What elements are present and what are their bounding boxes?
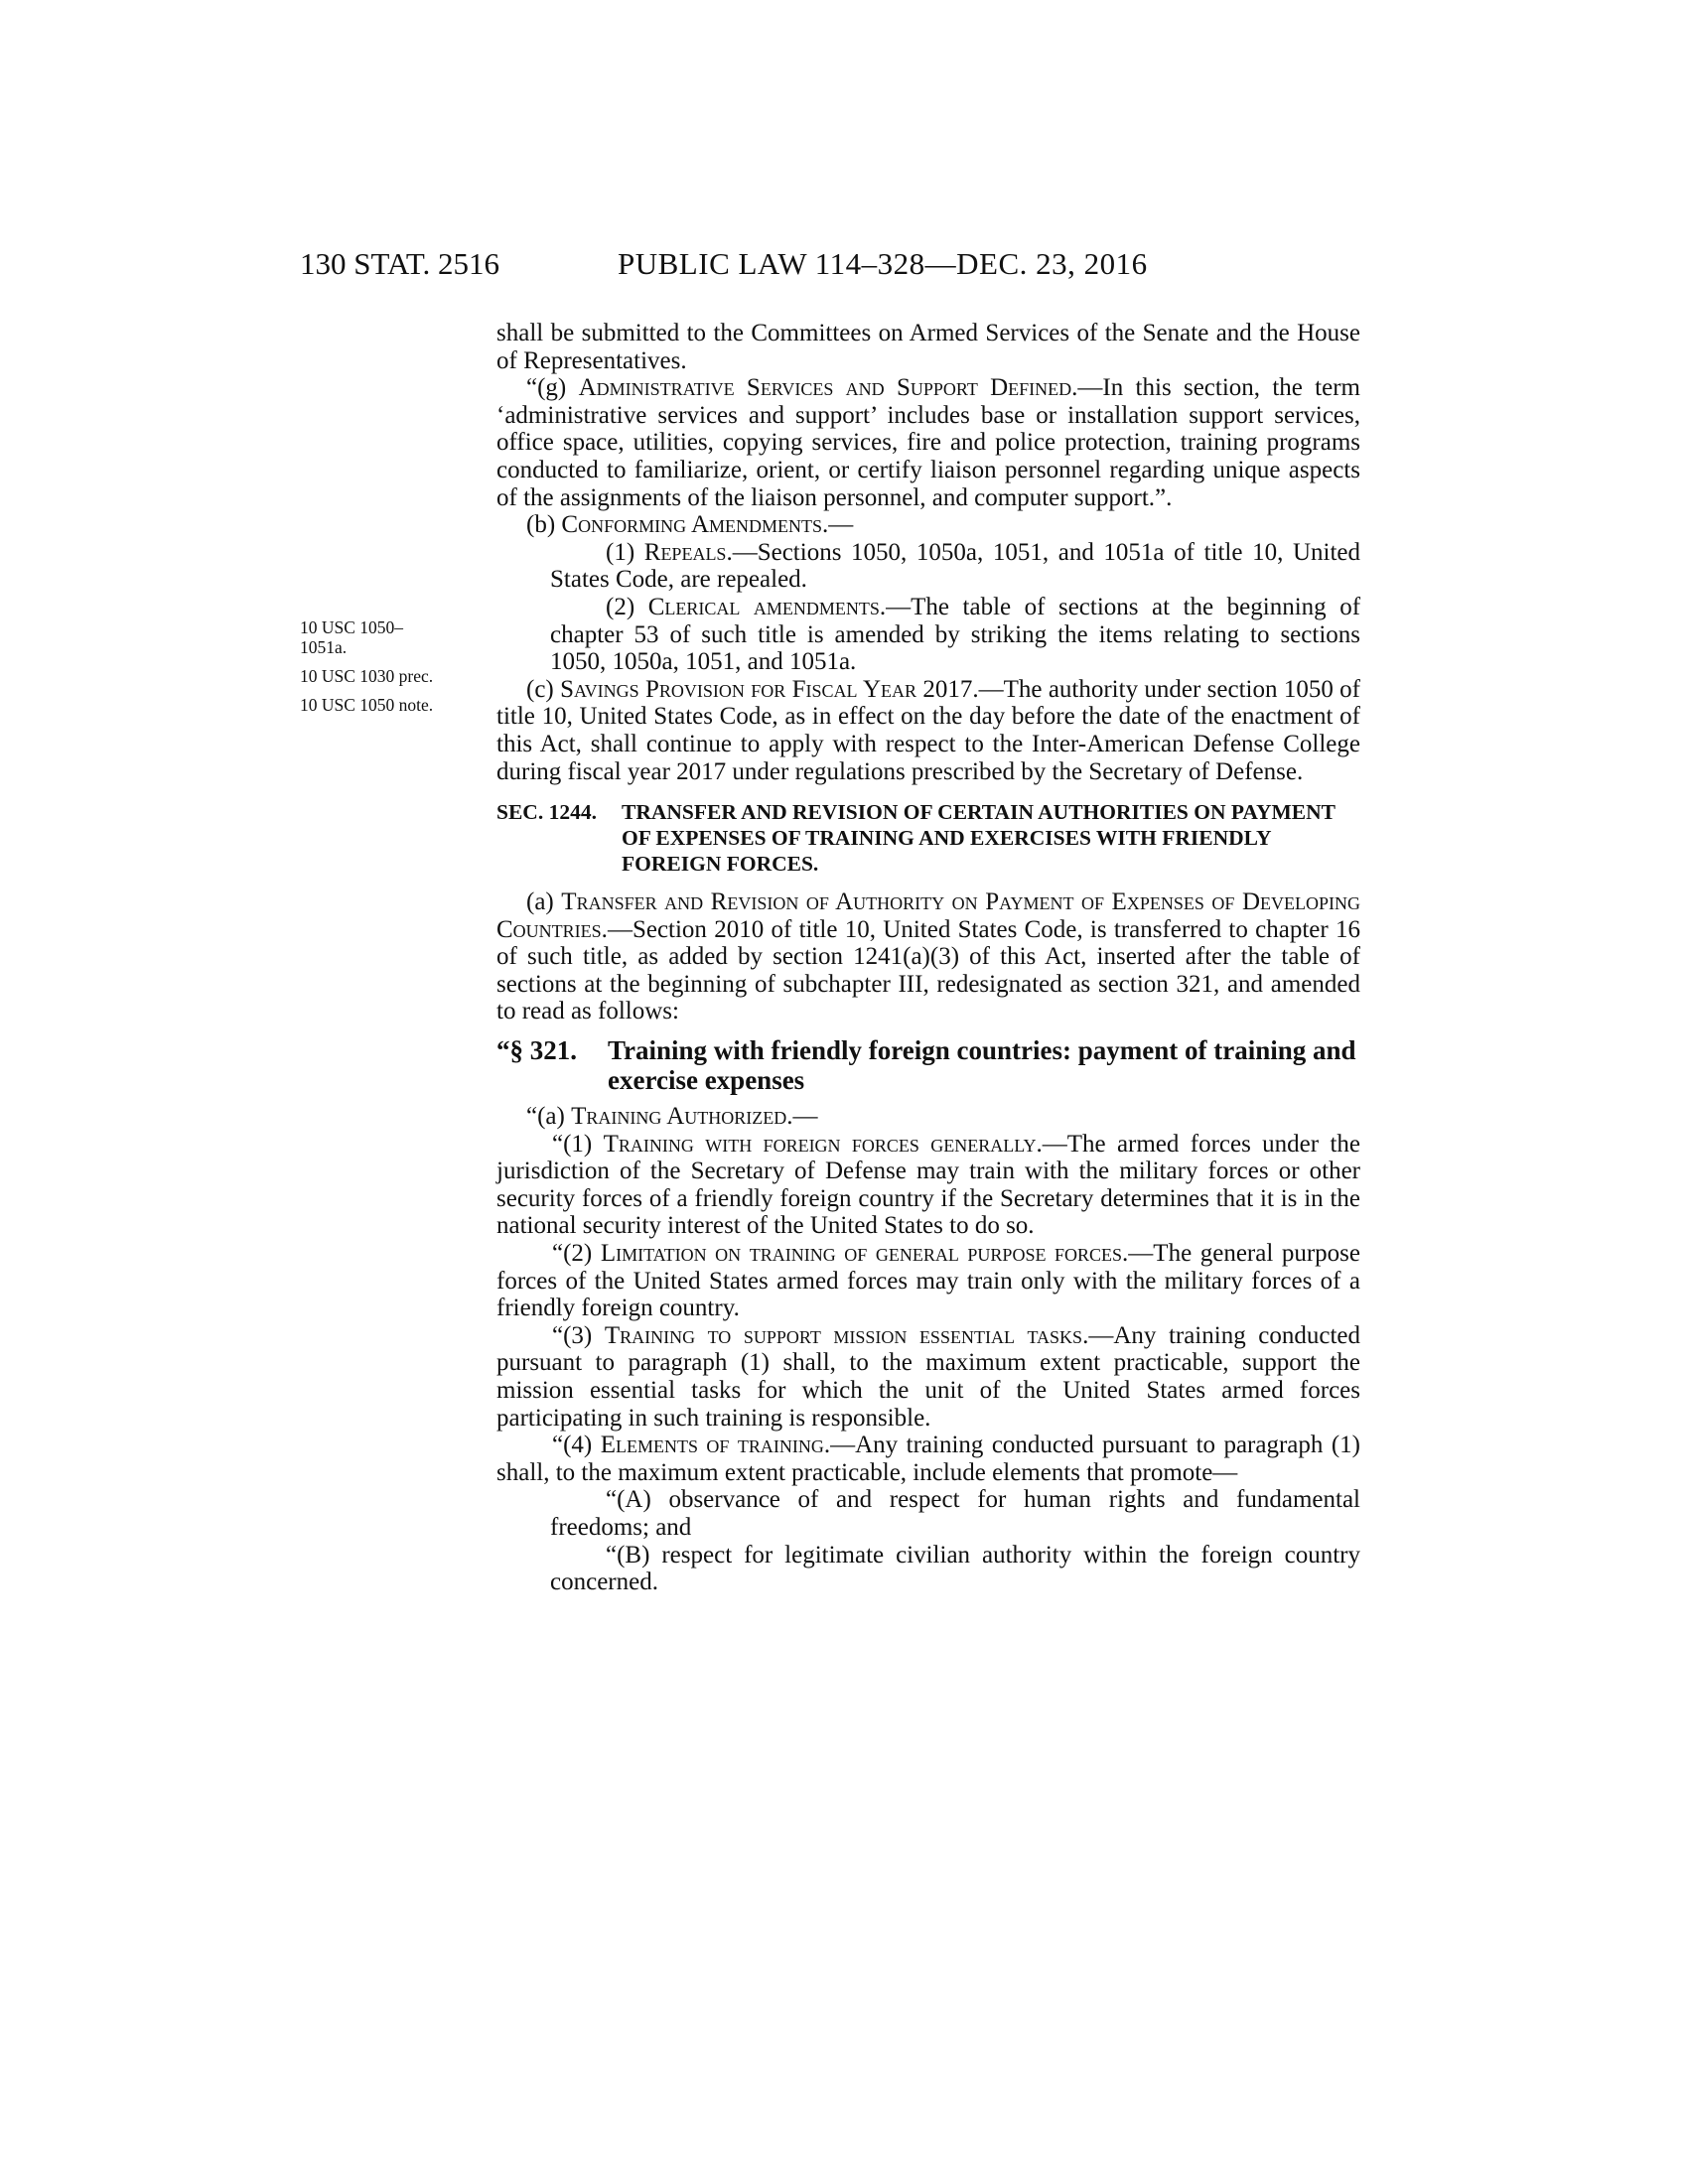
quoted-subparagraph-B: “(B) respect for legitimate civilian authority within the foreign country concerned. [550, 1541, 1360, 1596]
margin-note: 10 USC 1030 prec. [300, 666, 434, 686]
paragraph-b2: (2) Clerical amendments.—The table of sections at the beginning of chapter 53 of such title is amended by striking the items relating to sections 1050, 1050a, 1051, and 1051a. [550, 593, 1361, 676]
paragraph-heading: Repeals. [643, 538, 733, 566]
section-heading [496, 799, 1360, 877]
subsection-g: “(g) Administrative Services and Support Defined.—In this section, the term ‘administrative services and support’ includes base or installation support services, office space, utilities, copying services, fire and police protection, training programs conducted to familiarize, orient, or certify liaison personnel regarding unique aspects of the assignments of the liaison personnel, and computer support.”. [496, 374, 1360, 511]
paragraph-heading: Clerical amendments. [647, 593, 887, 620]
paragraph-b1: (1) Repeals.—Sections 1050, 1050a, 1051, and 1051a of title 10, United States Code, are repealed. [550, 538, 1360, 594]
paragraph-continuation: shall be submitted to the Committees on Armed Services of the Senate and the House of Representatives. [496, 320, 1360, 374]
paragraph-heading: Limitation on training of general purpose forces. [600, 1240, 1129, 1268]
subsection-heading: Savings Provision for Fiscal Year 2017. [560, 675, 979, 703]
subsection-c: (c) Savings Provision for Fiscal Year 2017.—The authority under section 1050 of title 10, United States Code, as in effect on the day before the date of the enactment of this Act, shall continue to apply with respect to the Inter-American Defense College during fiscal year 2017 under regulations prescribed by the Secretary of Defense. [496, 675, 1361, 785]
quoted-paragraph-1: “(1) Training with foreign forces generally.—The armed forces under the jurisdiction of the Secretary of Defense may train with the military forces or other security forces of a friendly foreign country if the Secretary determines that it is in the national security interest of the United States to do so. [496, 1130, 1360, 1240]
section-title: TRANSFER AND REVISION OF CERTAIN AUTHORITIES ON PAYMENT OF EXPENSES OF TRAINING AND EXERCISES WITH FRIENDLY FOREIGN FORCES. [622, 800, 1336, 877]
subsection-heading: Administrative Services and Support Defined. [578, 374, 1078, 402]
quoted-paragraph-2: “(2) Limitation on training of general purpose forces.—The general purpose forces of the United States armed forces may train only with the military forces of a friendly foreign country. [496, 1240, 1360, 1322]
paragraph-heading: Elements of training. [600, 1432, 831, 1459]
margin-note: 10 USC 1050–1051a. [300, 617, 404, 657]
quoted-section-number: “§ 321. [496, 1035, 577, 1066]
subsection-heading: Conforming Amendments. [561, 511, 829, 539]
page-header [300, 246, 1372, 286]
subsection-a: (a) Transfer and Revision of Authority on Payment of Expenses of Developing Countries.—Section 2010 of title 10, United States Code, is transferred to chapter 16 of such title, as added by section 1241(a)(3) of this Act, inserted after the table of sections at the beginning of subchapter III, redesignated as section 321, and amended to read as follows: [496, 888, 1360, 1025]
paragraph-heading: Training to support mission essential tasks. [604, 1321, 1089, 1349]
quoted-section-title: Training with friendly foreign countries: payment of training and exercise expenses [608, 1035, 1356, 1096]
main-text [496, 320, 1360, 1596]
quoted-paragraph-3: “(3) Training to support mission essential tasks.—Any training conducted pursuant to paragraph (1) shall, to the maximum extent practicable, support the mission essential tasks for which the unit of the United States armed forces participating in such training is responsible. [496, 1321, 1360, 1432]
section-number: SEC. 1244. [496, 800, 597, 825]
stat-page-number: 130 STAT. 2516 [300, 246, 500, 281]
subsection-heading: Transfer and Revision of Authority on Payment of Expenses of Developing Countries. [496, 888, 1360, 943]
running-title: PUBLIC LAW 114–328—DEC. 23, 2016 [618, 246, 1148, 281]
quoted-subsection-a: “(a) Training Authorized.— [526, 1103, 818, 1131]
quoted-section-heading [496, 1035, 1360, 1095]
margin-notes [300, 617, 439, 724]
paragraph-heading: Training with foreign forces generally. [603, 1130, 1043, 1158]
subsection-heading: Training Authorized. [571, 1103, 793, 1131]
quoted-paragraph-4: “(4) Elements of training.—Any training conducted pursuant to paragraph (1) shall, to the maximum extent practicable, include elements that promote— [496, 1432, 1361, 1486]
quoted-subparagraph-A: “(A) observance of and respect for human rights and fundamental freedoms; and [550, 1486, 1360, 1541]
subsection-b: (b) Conforming Amendments.— [526, 511, 854, 539]
margin-note: 10 USC 1050 note. [300, 695, 434, 715]
